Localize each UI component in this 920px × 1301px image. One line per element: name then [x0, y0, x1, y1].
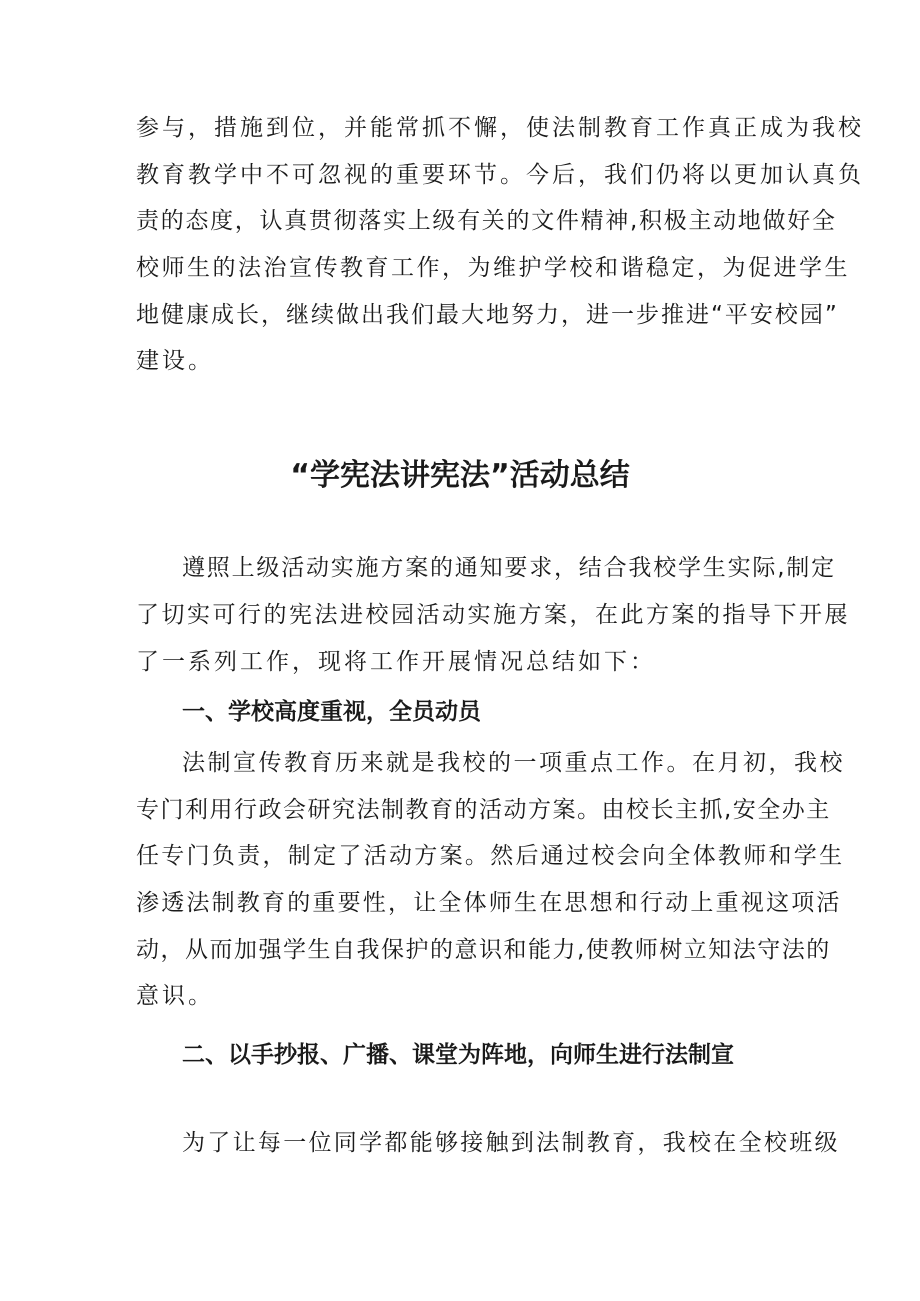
paragraph-line: 责的态度，认真贯彻落实上级有关的文件精神,积极主动地做好全 [136, 208, 837, 234]
paragraph-line: 了一系列工作，现将工作开展情况总结如下： [136, 649, 656, 675]
paragraph-line: 动，从而加强学生自我保护的意识和能力,使教师树立知法守法的 [136, 937, 831, 963]
paragraph-line: 校师生的法治宣传教育工作，为维护学校和谐稳定，为促进学生 [136, 255, 850, 281]
paragraph-line: 专门利用行政会研究法制教育的活动方案。由校长主抓,安全办主 [136, 797, 831, 823]
paragraph-line: 建设。 [136, 348, 214, 374]
paragraph-line: 了切实可行的宪法进校园活动实施方案，在此方案的指导下开展 [136, 602, 850, 628]
paragraph-line: 意识。 [136, 983, 214, 1009]
paragraph-line: 遵照上级活动实施方案的通知要求，结合我校学生实际,制定 [182, 555, 836, 581]
section-heading: 二、以手抄报、广播、课堂为阵地，向师生进行法制宣 [182, 1042, 734, 1068]
paragraph-line: 地健康成长，继续做出我们最大地努力，进一步推进“平安校园” [136, 302, 839, 328]
section-heading: 一、学校高度重视，全员动员 [182, 699, 481, 725]
paragraph-line: 为了让每一位同学都能够接触到法制教育，我校在全校班级 [182, 1130, 840, 1156]
paragraph-line: 教育教学中不可忽视的重要环节。今后，我们仍将以更加认真负 [136, 162, 864, 188]
paragraph-line: 任专门负责，制定了活动方案。然后通过校会向全体教师和学生 [136, 843, 845, 869]
paragraph-line: 渗透法制教育的重要性，让全体师生在思想和行动上重视这项活 [136, 890, 842, 916]
paragraph-line: 法制宣传教育历来就是我校的一项重点工作。在月初，我校 [182, 750, 845, 776]
document-title: “学宪法讲宪法”活动总结 [290, 458, 630, 493]
paragraph-line: 参与，措施到位，并能常抓不懈，使法制教育工作真正成为我校 [136, 115, 864, 141]
